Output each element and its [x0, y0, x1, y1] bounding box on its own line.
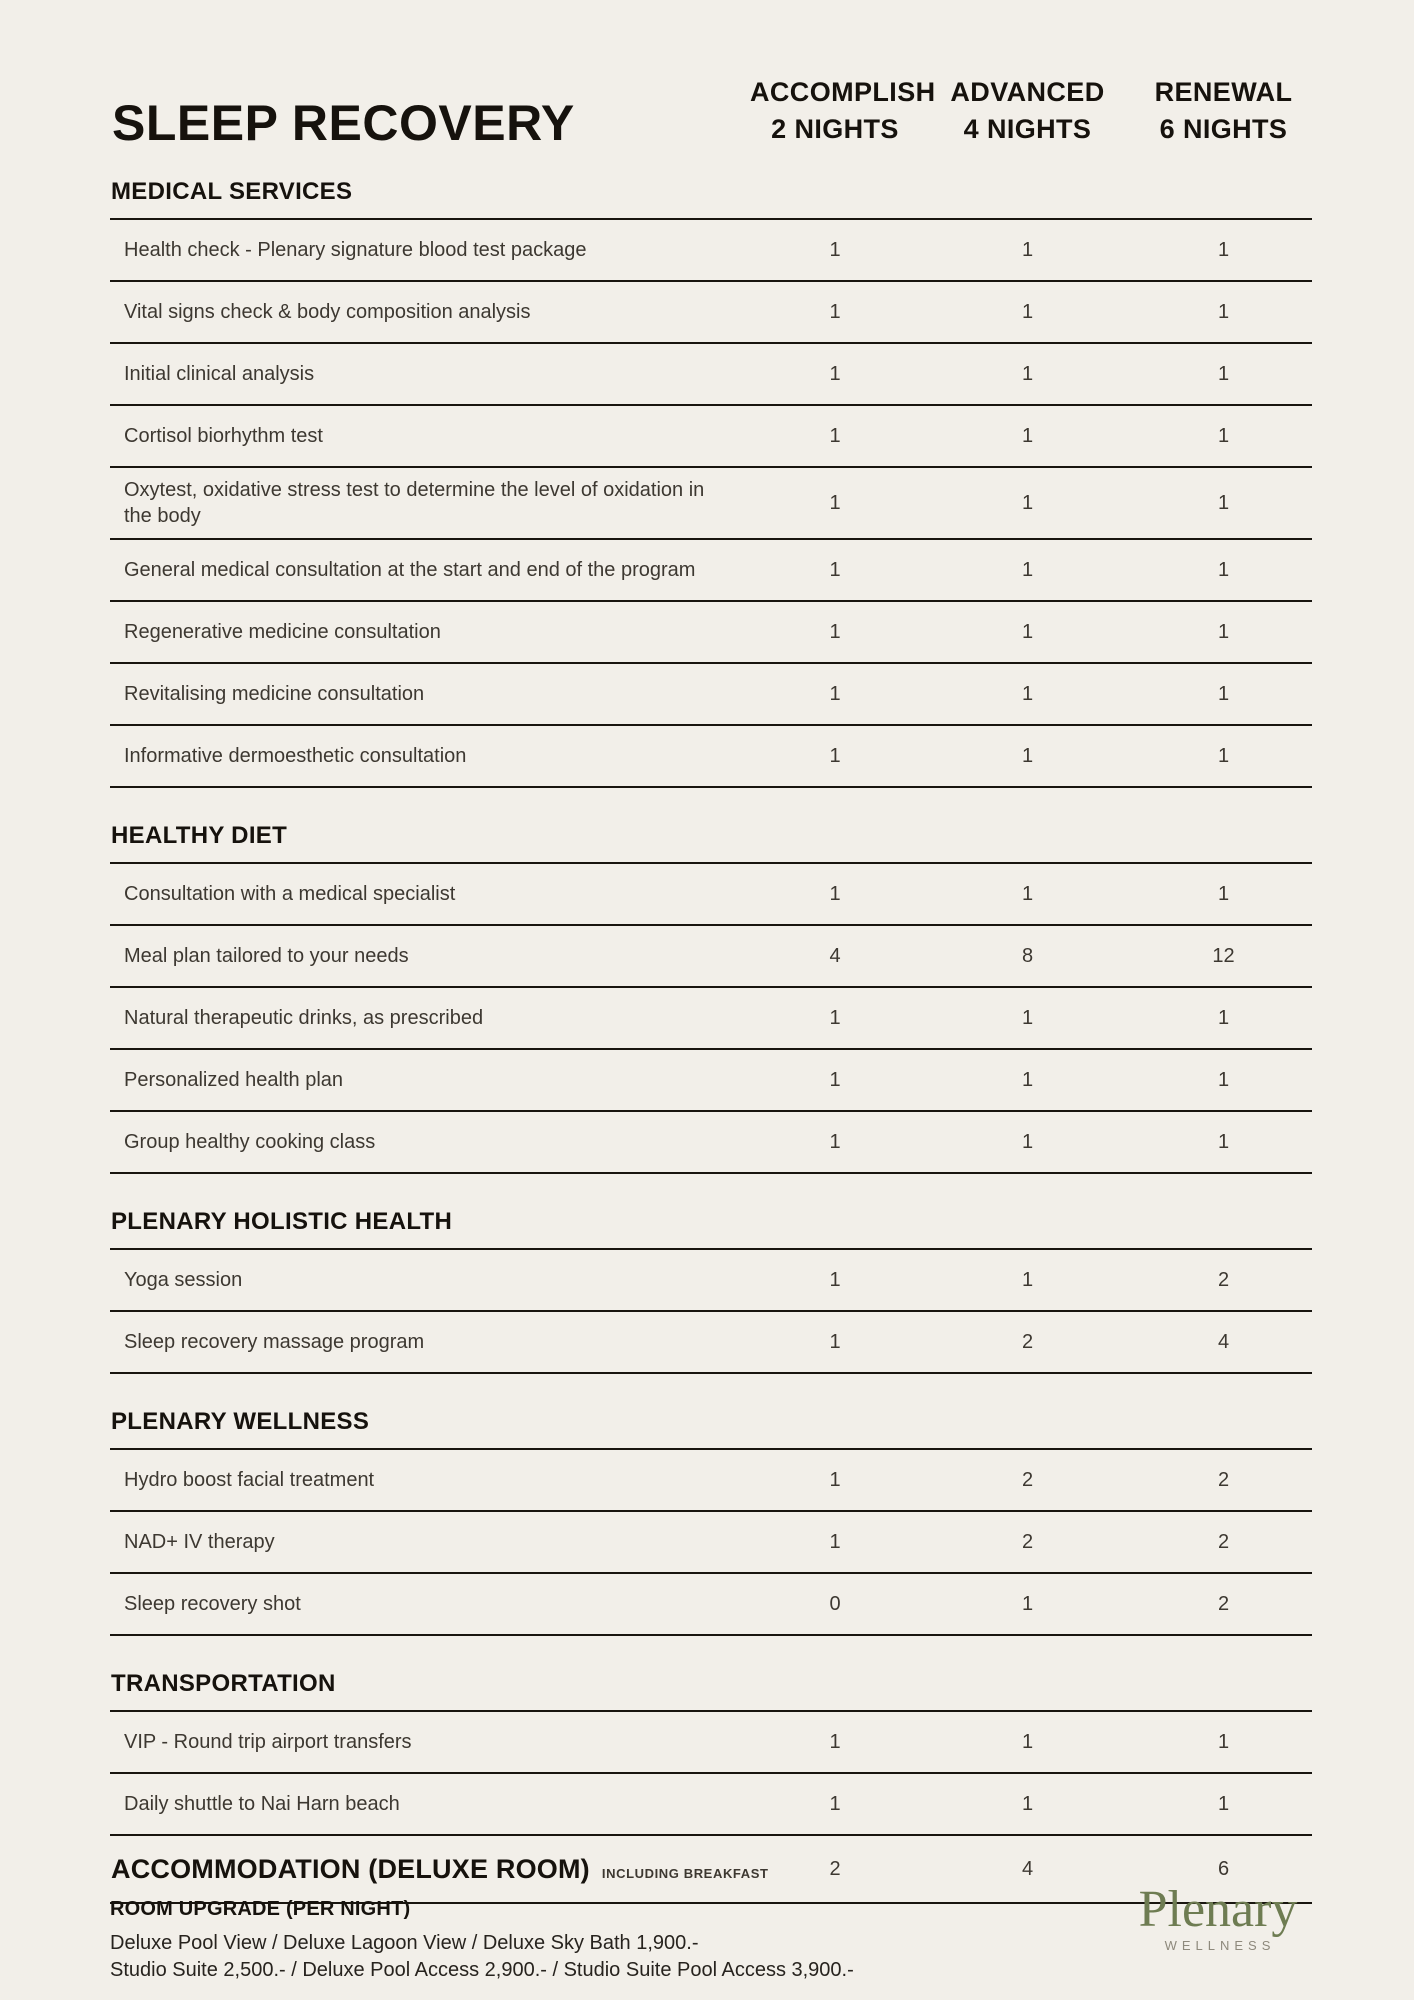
row-value: 8 [1021, 944, 1034, 967]
row-value: 1 [1217, 362, 1230, 385]
accommodation-note: INCLUDING BREAKFAST [601, 1865, 769, 1881]
row-value: 1 [1021, 1268, 1034, 1291]
section-title: TRANSPORTATION [111, 1670, 336, 1697]
accommodation-value-advanced: 4 [1021, 1857, 1034, 1880]
row-label: Health check - Plenary signature blood test package [124, 239, 587, 261]
row-value: 1 [829, 1730, 841, 1753]
row-value: 12 [1212, 944, 1235, 967]
row-value: 1 [1217, 620, 1230, 643]
table-row [110, 1710, 1312, 1772]
column-header-accomplish [750, 74, 936, 148]
row-value: 1 [1021, 620, 1034, 643]
section-rows [110, 1710, 1312, 1836]
row-label: Vital signs check & body composition analysis [124, 301, 531, 323]
row-value: 1 [1217, 1006, 1230, 1029]
row-value: 1 [829, 1006, 841, 1029]
row-value: 1 [1021, 362, 1034, 385]
row-label: Informative dermoesthetic consultation [124, 745, 467, 767]
plenary-wellness-logo [1118, 1881, 1318, 1953]
page-title: SLEEP RECOVERY [112, 95, 575, 151]
row-label: NAD+ IV therapy [124, 1531, 275, 1553]
table-row [110, 538, 1312, 600]
row-value: 2 [1021, 1330, 1034, 1353]
row-value: 1 [1217, 1730, 1230, 1753]
room-upgrade-title: ROOM UPGRADE (PER NIGHT) [110, 1898, 411, 1920]
row-label: Sleep recovery massage program [124, 1331, 425, 1353]
service-section [110, 178, 1312, 788]
table-row [110, 218, 1312, 280]
table-row [110, 1110, 1312, 1172]
table-row [110, 924, 1312, 986]
row-label: Cortisol biorhythm test [124, 425, 323, 447]
table-row [110, 600, 1312, 662]
section-rows [110, 1248, 1312, 1374]
table-row [110, 1510, 1312, 1572]
column-name: RENEWAL [1154, 77, 1293, 107]
row-label: Hydro boost facial treatment [124, 1469, 375, 1491]
service-section [110, 1208, 1312, 1374]
row-label: VIP - Round trip airport transfers [124, 1731, 412, 1753]
section-rows [110, 1448, 1312, 1636]
row-value: 1 [1217, 300, 1230, 323]
row-value: 1 [829, 558, 841, 581]
row-value: 1 [829, 362, 841, 385]
logo-wordmark: Plenary [1138, 1881, 1298, 1938]
row-value: 1 [829, 1468, 841, 1491]
section-title: HEALTHY DIET [111, 822, 288, 849]
logo-subtitle: WELLNESS [1164, 1938, 1276, 1953]
page-footer [110, 1881, 1318, 1984]
service-section [110, 822, 1312, 1174]
row-value: 1 [1021, 682, 1034, 705]
row-value: 1 [1021, 1592, 1034, 1615]
accommodation-label: ACCOMMODATION (DELUXE ROOM) [111, 1853, 590, 1884]
table-row [110, 1310, 1312, 1372]
row-value: 1 [829, 744, 841, 767]
row-value: 1 [1021, 1006, 1034, 1029]
row-value: 1 [1217, 1068, 1230, 1091]
row-label: Meal plan tailored to your needs [124, 945, 409, 967]
column-header-advanced [920, 74, 1135, 148]
row-value: 1 [829, 300, 841, 323]
row-value: 4 [1217, 1330, 1230, 1353]
table-header [110, 74, 1312, 151]
section-rows [110, 862, 1312, 1174]
column-name: ADVANCED [950, 77, 1105, 107]
row-value: 1 [829, 1130, 841, 1153]
row-value: 1 [1217, 424, 1230, 447]
table-row [110, 466, 1312, 538]
row-value: 1 [1217, 491, 1230, 514]
row-value: 1 [829, 1068, 841, 1091]
table-row [110, 862, 1312, 924]
row-label: Oxytest, oxidative stress test to determine the level of oxidation in the body [124, 479, 705, 527]
column-name: ACCOMPLISH [750, 77, 936, 107]
column-nights: 6 NIGHTS [1159, 114, 1288, 144]
row-label: Initial clinical analysis [124, 363, 315, 385]
table-row [110, 1572, 1312, 1634]
row-value: 1 [829, 238, 841, 261]
row-value: 1 [1021, 744, 1034, 767]
table-row [110, 724, 1312, 786]
row-label: Regenerative medicine consultation [124, 621, 441, 643]
row-value: 2 [1217, 1468, 1230, 1491]
row-label: General medical consultation at the start and end of the program [124, 559, 696, 581]
row-value: 1 [1021, 491, 1034, 514]
room-upgrade-line-2: Studio Suite 2,500.- / Deluxe Pool Access 2,900.- / Studio Suite Pool Access 3,900.- [110, 1959, 854, 1981]
row-value: 1 [829, 682, 841, 705]
row-value: 1 [1021, 424, 1034, 447]
section-title: PLENARY HOLISTIC HEALTH [111, 1208, 453, 1235]
row-value: 1 [1217, 744, 1230, 767]
row-value: 1 [1217, 682, 1230, 705]
row-value: 1 [829, 620, 841, 643]
row-label: Daily shuttle to Nai Harn beach [124, 1793, 400, 1815]
service-section [110, 1408, 1312, 1636]
table-row [110, 986, 1312, 1048]
sections [110, 178, 1312, 1836]
accommodation-value-renewal: 6 [1217, 1857, 1230, 1880]
row-value: 1 [829, 882, 841, 905]
section-title: PLENARY WELLNESS [111, 1408, 370, 1435]
row-value: 1 [829, 1792, 841, 1815]
row-label: Revitalising medicine consultation [124, 683, 425, 705]
accommodation-value-accomplish: 2 [829, 1857, 841, 1880]
row-value: 0 [829, 1592, 841, 1615]
room-upgrade-block [110, 1898, 854, 1984]
row-value: 1 [829, 491, 841, 514]
row-value: 1 [829, 1530, 841, 1553]
row-value: 4 [829, 944, 841, 967]
table-row [110, 1048, 1312, 1110]
row-value: 2 [1217, 1530, 1230, 1553]
row-value: 1 [829, 424, 841, 447]
row-value: 1 [1217, 238, 1230, 261]
room-upgrade-line-1: Deluxe Pool View / Deluxe Lagoon View / Deluxe Sky Bath 1,900.- [110, 1932, 699, 1954]
row-value: 2 [1021, 1468, 1034, 1491]
row-value: 2 [1217, 1268, 1230, 1291]
column-header-renewal [1135, 74, 1312, 148]
row-value: 1 [1217, 1130, 1230, 1153]
table-row [110, 404, 1312, 466]
row-value: 1 [1021, 1130, 1034, 1153]
column-nights: 2 NIGHTS [771, 114, 899, 144]
row-value: 1 [1021, 558, 1034, 581]
row-value: 1 [1021, 882, 1034, 905]
row-value: 1 [1217, 558, 1230, 581]
row-label: Consultation with a medical specialist [124, 883, 456, 905]
table-row [110, 1772, 1312, 1834]
table-row [110, 1248, 1312, 1310]
row-value: 2 [1021, 1530, 1034, 1553]
row-value: 1 [1021, 1792, 1034, 1815]
table-row [110, 280, 1312, 342]
row-value: 1 [829, 1330, 841, 1353]
row-value: 1 [1021, 238, 1034, 261]
section-title: MEDICAL SERVICES [111, 178, 353, 205]
row-value: 2 [1217, 1592, 1230, 1615]
row-value: 1 [1217, 1792, 1230, 1815]
row-label: Personalized health plan [124, 1069, 344, 1091]
section-rows [110, 218, 1312, 788]
accommodation-label-cell [110, 1853, 769, 1885]
row-label: Yoga session [124, 1269, 243, 1291]
row-label: Natural therapeutic drinks, as prescribed [124, 1007, 484, 1029]
table-row [110, 662, 1312, 724]
column-nights: 4 NIGHTS [963, 114, 1092, 144]
table-row [110, 1448, 1312, 1510]
table-row [110, 342, 1312, 404]
row-value: 1 [829, 1268, 841, 1291]
row-value: 1 [1021, 1730, 1034, 1753]
row-value: 1 [1021, 1068, 1034, 1091]
service-section [110, 1670, 1312, 1836]
row-value: 1 [1217, 882, 1230, 905]
row-label: Sleep recovery shot [124, 1593, 301, 1615]
row-label: Group healthy cooking class [124, 1131, 376, 1153]
row-value: 1 [1021, 300, 1034, 323]
